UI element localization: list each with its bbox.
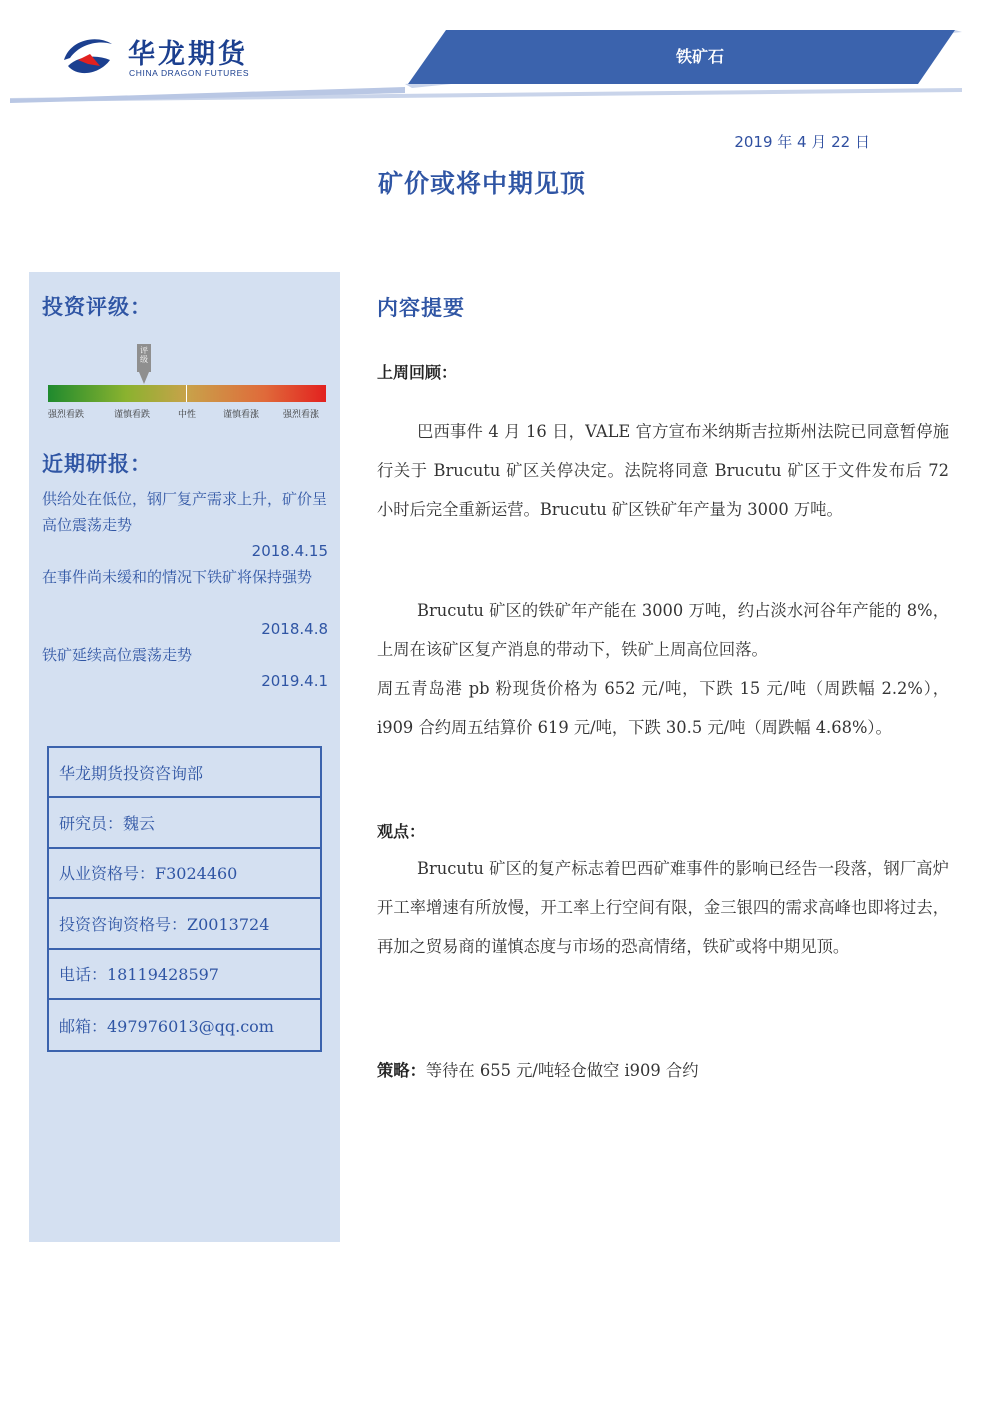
company-name-cn: 华龙期货 xyxy=(128,39,248,70)
review-paragraph: Brucutu 矿区的铁矿年产能在 3000 万吨，约占淡水河谷年产能的 8%，上周在该矿区复产消息的带动下，铁矿上周高位回落。 xyxy=(377,601,949,659)
commodity-tag: 铁矿石 xyxy=(675,47,724,66)
gauge-divider xyxy=(186,385,187,402)
view-paragraph: Brucutu 矿区的复产标志着巴西矿难事件的影响已经告一段落，钢厂高炉开工率增速有所放慢，开工率上行空间有限，金三银四的需求高峰也即将过去，再加之贸易商的谨慎态度与市场的恐高情绪，铁矿或将中期见顶。 xyxy=(377,859,949,956)
report-title: 矿价或将中期见顶 xyxy=(377,169,586,198)
gauge-label: 强烈看涨 xyxy=(283,410,320,420)
recent-report-title: 在事件尚未缓和的情况下铁矿将保持强势 xyxy=(42,568,313,586)
contact-license: 从业资格号：F3024460 xyxy=(49,849,320,899)
summary-heading: 内容提要 xyxy=(377,295,465,320)
contact-box xyxy=(47,746,322,1052)
recent-report-date: 2019.4.1 xyxy=(261,672,328,690)
report-date: 2019 年 4 月 22 日 xyxy=(734,133,870,151)
strategy-label: 策略： xyxy=(377,1061,426,1080)
company-logo-icon xyxy=(60,30,116,82)
rating-marker-arrow-icon xyxy=(139,372,149,384)
contact-researcher: 研究员：魏云 xyxy=(49,798,320,848)
gauge-label: 中性 xyxy=(178,410,197,420)
strategy-line xyxy=(377,1057,699,1081)
rating-heading: 投资评级： xyxy=(42,294,152,319)
company-name-en: CHINA DRAGON FUTURES xyxy=(129,68,250,78)
recent-reports-heading: 近期研报： xyxy=(42,451,152,476)
strategy-text: 等待在 655 元/吨轻仓做空 i909 合约 xyxy=(425,1061,699,1080)
view-heading: 观点： xyxy=(377,822,426,841)
recent-report-date: 2018.4.8 xyxy=(261,620,328,638)
contact-advisory-license: 投资咨询资格号：Z0013724 xyxy=(49,899,320,949)
rating-marker: 评级 xyxy=(137,344,151,372)
review-paragraph: 周五青岛港 pb 粉现货价格为 652 元/吨，下跌 15 元/吨（周跌幅 2.2%），i909 合约周五结算价 619 元/吨，下跌 30.5 元/吨（周跌幅 4.68%）。 xyxy=(377,679,949,737)
recent-report-title: 供给处在低位，钢厂复产需求上升，矿价呈高位震荡走势 xyxy=(42,490,328,534)
review-paragraph: 巴西事件 4 月 16 日，VALE 官方宣布米纳斯吉拉斯州法院已同意暂停施行关于 Brucutu 矿区关停决定。法院将同意 Brucutu 矿区于文件发布后 72 小时后完全重新运营。Brucutu 矿区铁矿年产量为 3000 万吨。 xyxy=(377,422,949,519)
recent-report-date: 2018.4.15 xyxy=(251,542,328,560)
rating-gauge-bar xyxy=(48,385,326,402)
recent-report-title: 铁矿延续高位震荡走势 xyxy=(42,646,193,664)
contact-department: 华龙期货投资咨询部 xyxy=(49,748,320,798)
contact-email: 邮箱：497976013@qq.com xyxy=(59,1016,274,1036)
gauge-label: 谨慎看跌 xyxy=(114,410,151,420)
gauge-label: 强烈看跌 xyxy=(48,410,85,420)
review-heading: 上周回顾： xyxy=(377,363,458,382)
gauge-label: 谨慎看涨 xyxy=(223,410,260,420)
contact-phone: 电话：18119428597 xyxy=(49,950,320,1000)
